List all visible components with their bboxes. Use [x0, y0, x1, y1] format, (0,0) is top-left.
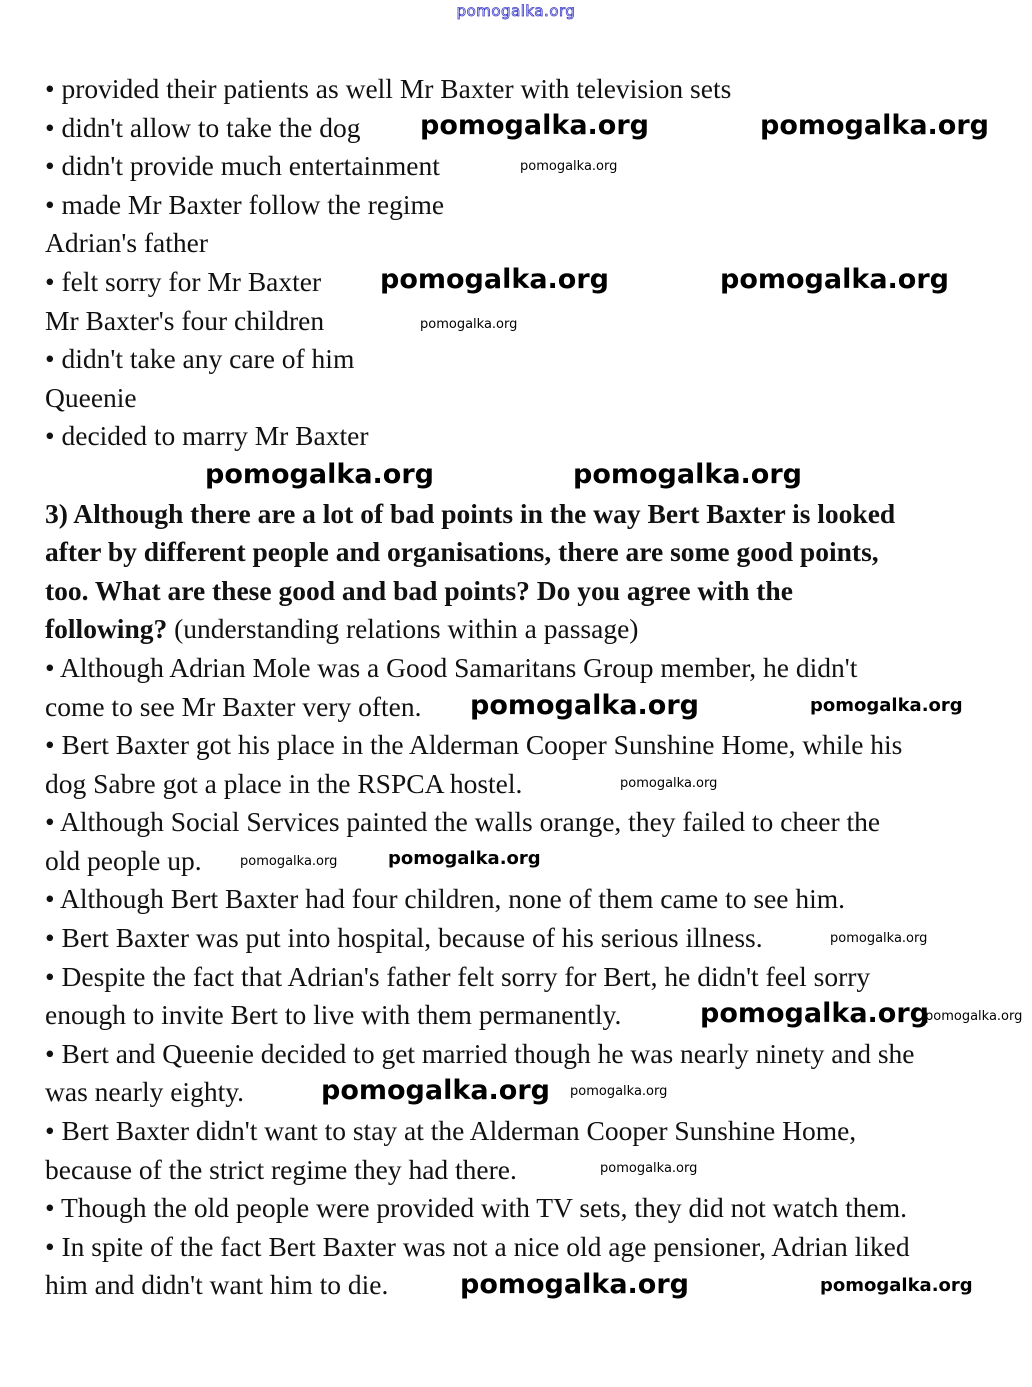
- watermark-text: pomogalka.org: [925, 1009, 1023, 1024]
- watermark-text: pomogalka.org: [520, 159, 618, 174]
- watermark-text: pomogalka.org: [460, 1269, 689, 1300]
- answer-line: • Bert Baxter didn't want to stay at the Alderman Cooper Sunshine Home,: [45, 1115, 857, 1147]
- text-line: • felt sorry for Mr Baxter: [45, 265, 322, 297]
- watermark-text: pomogalka.org: [700, 998, 929, 1029]
- watermark-text: pomogalka.org: [620, 776, 718, 791]
- answer-line: • Bert Baxter got his place in the Alderman Cooper Sunshine Home, while his: [45, 729, 903, 761]
- answer-line: because of the strict regime they had there.: [45, 1153, 517, 1185]
- answer-line: enough to invite Bert to live with them permanently.: [45, 999, 622, 1031]
- watermark-text: pomogalka.org: [830, 931, 928, 946]
- answer-line: was nearly eighty.: [45, 1076, 245, 1108]
- answer-line: him and didn't want him to die.: [45, 1269, 389, 1301]
- watermark-text: pomogalka.org: [205, 459, 434, 490]
- question-note: (understanding relations within a passage): [167, 613, 639, 645]
- question-bold: following?: [45, 613, 168, 645]
- watermark-text: pomogalka.org: [380, 264, 609, 295]
- answer-line: • Although Social Services painted the walls orange, they failed to cheer the: [45, 806, 881, 838]
- section-label: Queenie: [45, 381, 137, 413]
- text-line: • decided to marry Mr Baxter: [45, 420, 369, 452]
- watermark-text: pomogalka.org: [573, 459, 802, 490]
- watermark-text: pomogalka.org: [720, 264, 949, 295]
- text-line: • made Mr Baxter follow the regime: [45, 188, 445, 220]
- watermark-text: pomogalka.org: [420, 317, 518, 332]
- section-label: Mr Baxter's four children: [45, 304, 325, 336]
- answer-line: • Although Adrian Mole was a Good Samaritans Group member, he didn't: [45, 651, 858, 683]
- answer-line: • Bert and Queenie decided to get married though he was nearly ninety and she: [45, 1037, 915, 1069]
- watermark-text: pomogalka.org: [420, 110, 649, 141]
- watermark-text: pomogalka.org: [600, 1161, 698, 1176]
- answer-line: old people up.: [45, 844, 202, 876]
- watermark-text: pomogalka.org: [321, 1075, 550, 1106]
- watermark-text: pomogalka.org: [570, 1084, 668, 1099]
- answer-line: • Although Bert Baxter had four children, none of them came to see him.: [45, 883, 846, 915]
- answer-line: • In spite of the fact Bert Baxter was not a nice old age pensioner, Adrian liked: [45, 1230, 910, 1262]
- header-watermark: pomogalka.org: [456, 2, 576, 20]
- watermark-text: pomogalka.org: [820, 1275, 973, 1296]
- document-body: [45, 70, 914, 1305]
- question-line: [45, 610, 914, 649]
- answer-line: dog Sabre got a place in the RSPCA hostel.: [45, 767, 523, 799]
- watermark-text: pomogalka.org: [388, 848, 541, 869]
- text-line: • didn't allow to take the dog: [45, 111, 361, 143]
- answers-list: [45, 649, 914, 1305]
- question-line: after by different people and organisations, there are some good points,: [45, 536, 879, 568]
- section-label: Adrian's father: [45, 227, 209, 259]
- question-line: too. What are these good and bad points? Do you agree with the: [45, 574, 793, 606]
- answer-line: • Bert Baxter was put into hospital, because of his serious illness.: [45, 922, 763, 954]
- text-line: • didn't take any care of him: [45, 343, 355, 375]
- watermark-text: pomogalka.org: [240, 854, 338, 869]
- text-line: • provided their patients as well Mr Baxter with television sets: [45, 73, 732, 104]
- watermark-text: pomogalka.org: [760, 110, 989, 141]
- answer-line: come to see Mr Baxter very often.: [45, 690, 422, 722]
- question-line: 3) Although there are a lot of bad points in the way Bert Baxter is looked: [45, 497, 896, 529]
- text-line: • didn't provide much entertainment: [45, 150, 440, 182]
- answer-line: • Despite the fact that Adrian's father felt sorry for Bert, he didn't feel sorry: [45, 960, 871, 992]
- watermark-text: pomogalka.org: [470, 690, 699, 721]
- watermark-text: pomogalka.org: [810, 695, 963, 716]
- answer-line: • Though the old people were provided with TV sets, they did not watch them.: [45, 1192, 907, 1224]
